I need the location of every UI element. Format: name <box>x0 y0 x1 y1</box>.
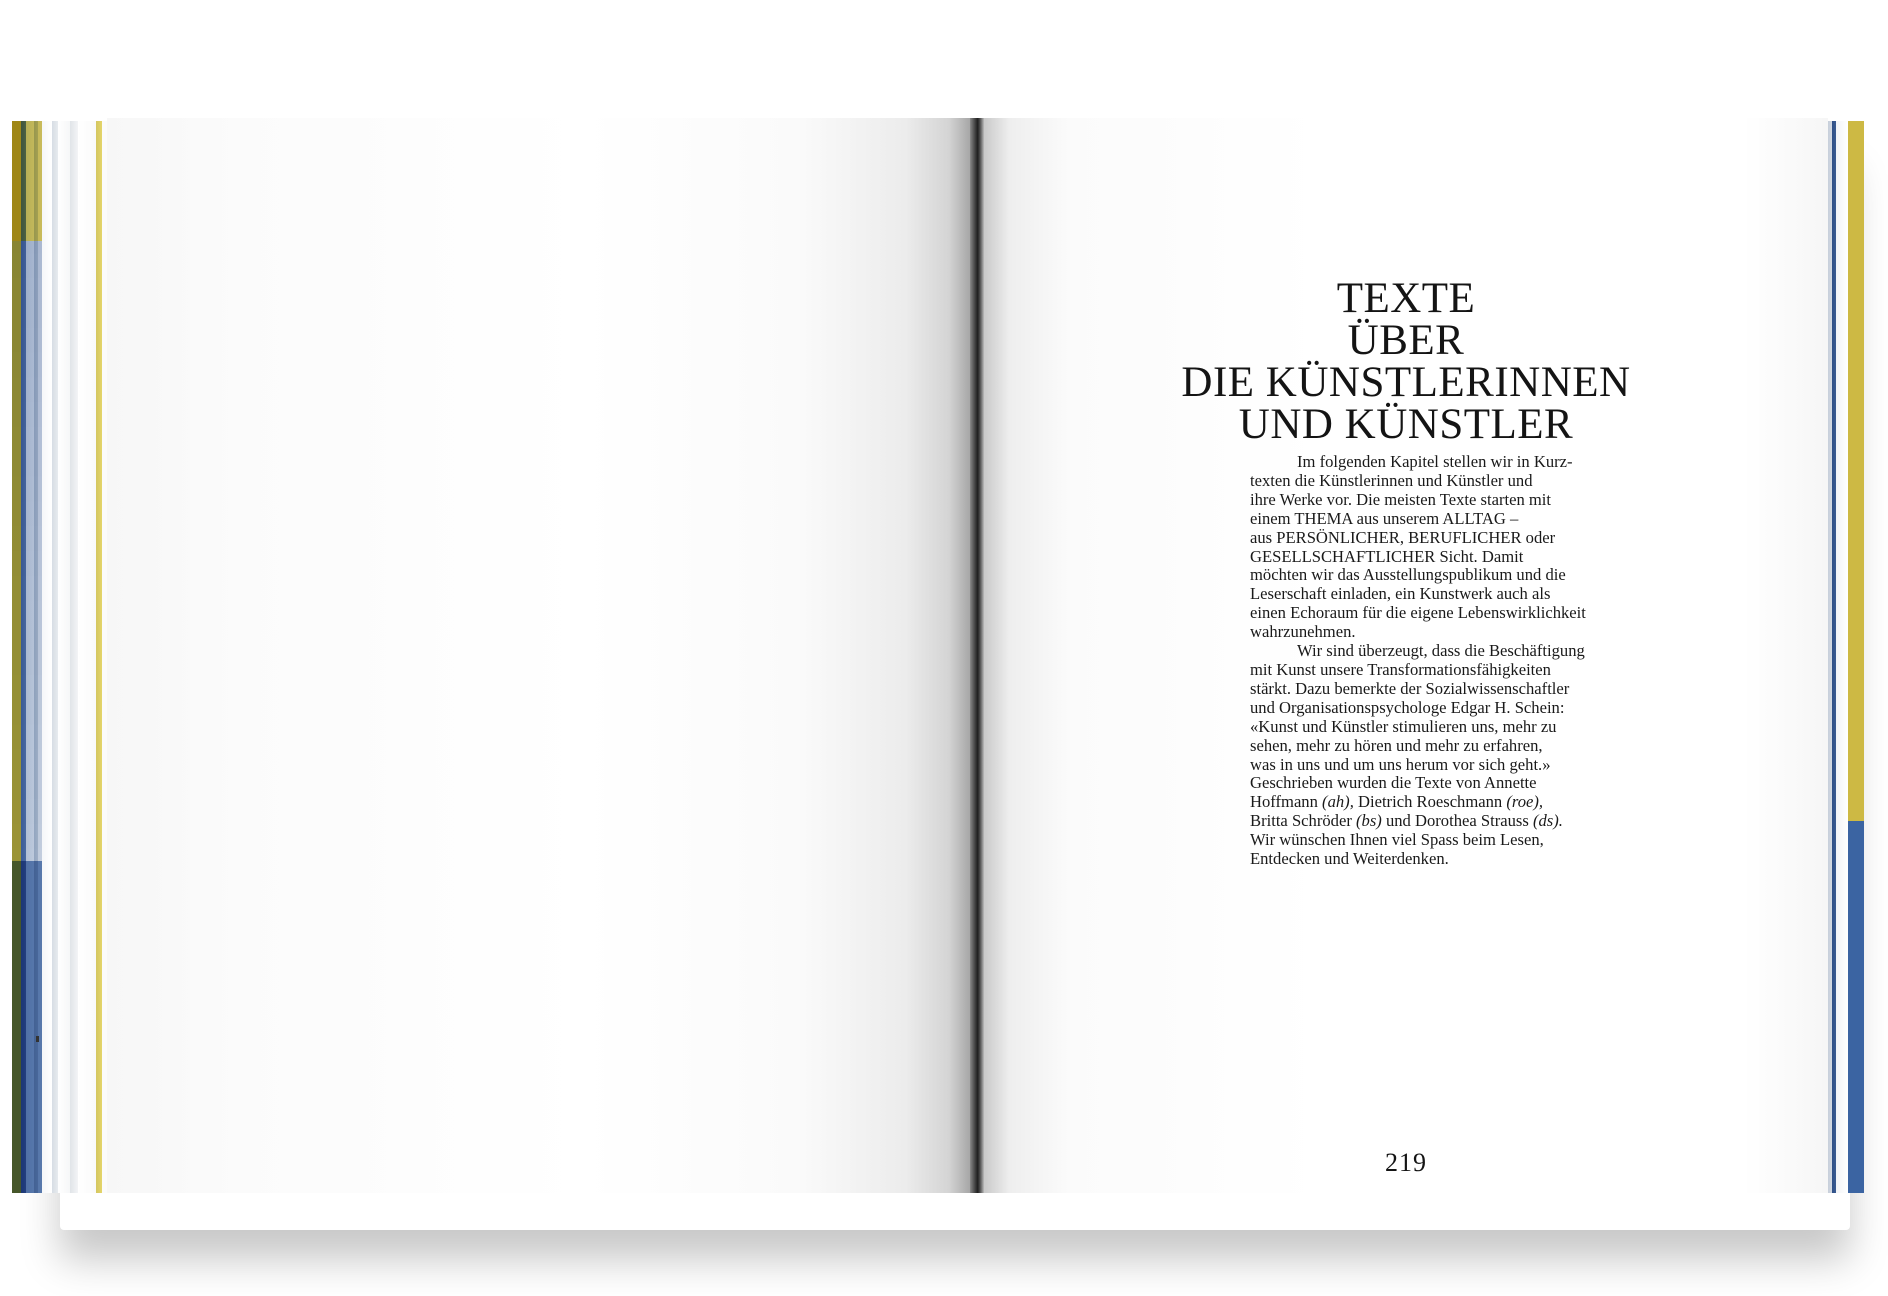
text-line: mit Kunst unsere Transformationsfähigkeiten <box>1250 659 1551 679</box>
text-line: möchten wir das Ausstellungspublikum und die <box>1250 565 1566 585</box>
text-line: Im folgenden Kapitel stellen wir in Kurz- <box>1297 452 1573 471</box>
chapter-heading <box>984 275 1828 448</box>
text-line: einen Echoraum für die eigene Lebenswirklichkeit <box>1250 603 1586 623</box>
heading-line: ÜBER <box>1347 317 1465 364</box>
text-line: Wir sind überzeugt, dass die Beschäftigung <box>1297 641 1585 661</box>
text-line: aus PERSÖNLICHER, BERUFLICHER oder <box>1250 527 1556 547</box>
text-line: sehen, mehr zu hören und mehr zu erfahren, <box>1250 735 1543 755</box>
credit-text: und Dorothea Strauss <box>1381 811 1533 831</box>
heading-line: UND KÜNSTLER <box>1238 401 1574 448</box>
right-cover-edge <box>1848 121 1864 1193</box>
text-line: ihre Werke vor. Die meisten Texte starten mit <box>1250 489 1552 509</box>
credit-text: Britta Schröder <box>1250 811 1356 831</box>
heading-line: DIE KÜNSTLERINNEN <box>1181 359 1631 406</box>
right-page <box>984 118 1828 1193</box>
author-abbreviation: (ah), <box>1322 792 1354 812</box>
credit-text: Hoffmann <box>1250 792 1323 812</box>
author-abbreviation: (roe), <box>1506 792 1544 812</box>
author-abbreviation: (ds). <box>1532 811 1563 831</box>
heading-line: TEXTE <box>1336 275 1476 322</box>
intro-text <box>1250 453 1690 869</box>
text-line: Leserschaft einladen, ein Kunstwerk auch als <box>1250 584 1551 604</box>
text-line: texten die Künstlerinnen und Künstler und <box>1250 470 1533 490</box>
text-line: was in uns und um uns herum vor sich geht.» <box>1250 754 1551 774</box>
text-line: Entdecken und Weiterdenken. <box>1250 849 1449 869</box>
left-cover-edge <box>12 121 42 1193</box>
book-gutter <box>970 118 984 1193</box>
page-number: 219 <box>1385 1148 1427 1177</box>
credit-line <box>1250 793 1690 812</box>
text-line: «Kunst und Künstler stimulieren uns, mehr zu <box>1250 716 1557 736</box>
author-abbreviation: (bs) <box>1356 811 1382 831</box>
text-line: Wir wünschen Ihnen viel Spass beim Lesen, <box>1250 830 1544 850</box>
text-line: wahrzunehmen. <box>1250 622 1356 642</box>
left-page-blank <box>107 118 975 1193</box>
text-line: GESELLSCHAFTLICHER Sicht. Damit <box>1250 546 1524 566</box>
edge-mark <box>36 1036 39 1042</box>
text-line: Geschrieben wurden die Texte von Annette <box>1250 773 1537 793</box>
credit-text: Dietrich Roeschmann <box>1353 792 1507 812</box>
text-line: einem THEMA aus unserem ALLTAG – <box>1250 508 1519 528</box>
credit-line <box>1250 812 1690 831</box>
text-line: stärkt. Dazu bemerkte der Sozialwissenschaftler <box>1250 678 1570 698</box>
text-line: und Organisationspsychologe Edgar H. Schein: <box>1250 697 1565 717</box>
